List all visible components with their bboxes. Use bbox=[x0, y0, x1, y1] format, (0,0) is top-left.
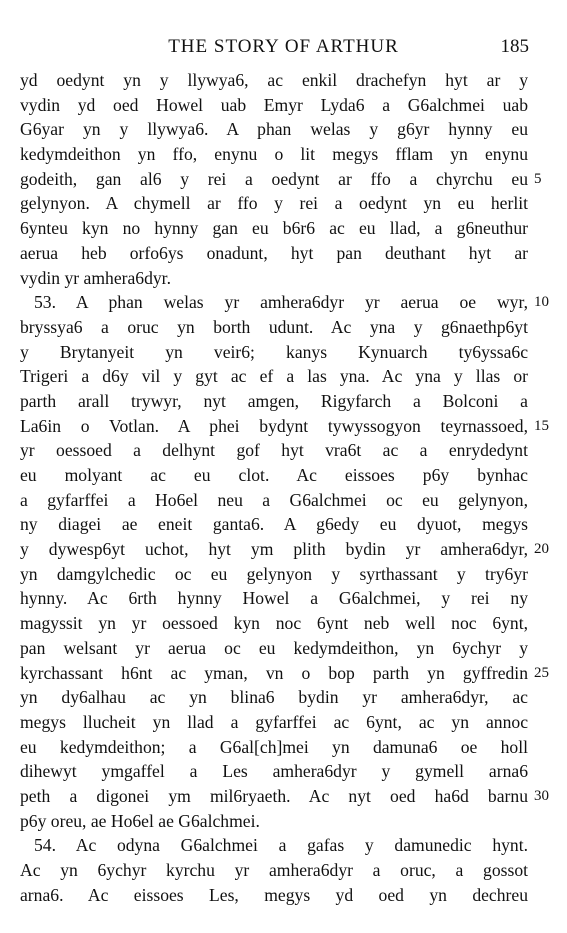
line-text: aerua heb orfo6ys onadunt, hyt pan deuthant hyt ar bbox=[20, 242, 528, 263]
text-line bbox=[20, 809, 528, 834]
line-text: p6y oreu, ae Ho6el ae G6alchmei. bbox=[20, 810, 260, 831]
text-line bbox=[20, 315, 528, 340]
page-header bbox=[0, 36, 567, 60]
text-line bbox=[20, 512, 528, 537]
line-text: 53. A phan welas yr amhera6dyr yr aerua oe wyr, bbox=[34, 292, 528, 313]
line-text: vydin yd oed Howel uab Emyr Lyda6 a G6alchmei uab bbox=[20, 94, 528, 115]
text-line bbox=[20, 93, 528, 118]
text-line bbox=[20, 858, 528, 883]
text-line bbox=[20, 710, 528, 735]
line-text: dihewyt ymgaffel a Les amhera6dyr y gymell arna6 bbox=[20, 761, 528, 782]
line-text: Trigeri a d6y vil y gyt ac ef a las yna. Ac yna y llas or bbox=[20, 366, 528, 387]
text-line bbox=[20, 68, 528, 93]
page-number: 185 bbox=[500, 36, 529, 57]
text-line bbox=[20, 290, 549, 315]
text-line bbox=[20, 340, 528, 365]
line-text: y Brytanyeit yn veir6; kanys Kynuarch ty6yssa6c bbox=[20, 341, 528, 362]
line-text: yn damgylchedic oc eu gelynyon y syrthassant y try6yr bbox=[20, 563, 528, 584]
line-number: 25 bbox=[534, 664, 549, 681]
line-text: pan welsant yr aerua oc eu kedymdeithon, yn 6ychyr y bbox=[20, 637, 528, 658]
line-text: arna6. Ac eissoes Les, megys yd oed yn dechreu bbox=[20, 884, 528, 905]
line-text: La6in o Votlan. A phei bydynt tywyssogyon teyrnassoed, bbox=[20, 415, 528, 436]
line-text: a gyfarffei a Ho6el neu a G6alchmei oc eu gelynyon, bbox=[20, 489, 528, 510]
line-text: gelynyon. A chymell ar ffo y rei a oedynt yn eu herlit bbox=[20, 193, 528, 214]
line-text: yn dy6alhau ac yn blina6 bydin yr amhera6dyr, ac bbox=[20, 687, 528, 708]
text-line bbox=[20, 167, 542, 192]
text-line bbox=[20, 562, 528, 587]
line-text: megys llucheit yn llad a gyfarffei ac 6ynt, ac yn annoc bbox=[20, 711, 528, 732]
line-number: 15 bbox=[534, 417, 549, 434]
text-line bbox=[20, 266, 528, 291]
text-line bbox=[20, 833, 528, 858]
line-text: eu kedymdeithon; a G6al[ch]mei yn damuna6 oe holl bbox=[20, 736, 528, 757]
text-line bbox=[20, 191, 528, 216]
text-line bbox=[20, 685, 528, 710]
text-line bbox=[20, 364, 528, 389]
text-line bbox=[20, 216, 528, 241]
text-line bbox=[20, 611, 528, 636]
text-line bbox=[20, 117, 528, 142]
line-text: y dywesp6yt uchot, hyt ym plith bydin yr amhera6dyr, bbox=[20, 539, 528, 560]
line-text: kedymdeithon yn ffo, enynu o lit megys fflam yn enynu bbox=[20, 144, 528, 165]
text-line bbox=[20, 488, 528, 513]
line-text: godeith, gan al6 y rei a oedynt ar ffo a chyrchu eu bbox=[20, 168, 528, 189]
text-line bbox=[20, 389, 528, 414]
line-text: eu molyant ac eu clot. Ac eissoes p6y bynhac bbox=[20, 465, 528, 485]
text-line bbox=[20, 142, 528, 167]
line-text: Ac yn 6ychyr kyrchu yr amhera6dyr a oruc, a gossot bbox=[20, 860, 528, 880]
text-line bbox=[20, 414, 549, 439]
running-title: THE STORY OF ARTHUR bbox=[168, 36, 399, 57]
line-number: 30 bbox=[534, 787, 549, 804]
line-text: 6ynteu kyn no hynny gan eu b6r6 ac eu llad, a g6neuthur bbox=[20, 218, 528, 239]
line-text: hynny. Ac 6rth hynny Howel a G6alchmei, y rei ny bbox=[20, 588, 528, 609]
text-line bbox=[20, 438, 528, 463]
line-number: 5 bbox=[534, 170, 542, 187]
line-text: G6yar yn y llywya6. A phan welas y g6yr hynny eu bbox=[20, 119, 528, 140]
line-text: peth a digonei ym mil6ryaeth. Ac nyt oed ha6d barnu bbox=[20, 785, 528, 806]
text-line bbox=[20, 537, 549, 562]
line-number: 20 bbox=[534, 541, 549, 558]
text-line bbox=[20, 784, 549, 809]
line-text: 54. Ac odyna G6alchmei a gafas y damunedic hynt. bbox=[34, 835, 528, 856]
text-line bbox=[20, 241, 528, 266]
line-text: ny diagei ae eneit ganta6. A g6edy eu dyuot, megys bbox=[20, 514, 528, 535]
line-text: kyrchassant h6nt ac yman, vn o bop parth yn gyffredin bbox=[20, 662, 528, 683]
text-line bbox=[20, 661, 549, 686]
line-text: bryssya6 a oruc yn borth udunt. Ac yna y g6naethp6yt bbox=[20, 316, 528, 337]
text-line bbox=[20, 759, 528, 784]
text-line bbox=[20, 735, 528, 760]
text-line bbox=[20, 586, 528, 611]
text-line bbox=[20, 883, 528, 908]
line-text: magyssit yn yr oessoed kyn noc 6ynt neb well noc 6ynt, bbox=[20, 613, 528, 634]
line-text: yr oessoed a delhynt gof hyt vra6t ac a enrydedynt bbox=[20, 440, 528, 461]
body-text bbox=[20, 68, 549, 907]
line-text: yd oedynt yn y llywya6, ac enkil drachefyn hyt ar y bbox=[20, 70, 528, 90]
text-line bbox=[20, 636, 528, 661]
line-text: vydin yr amhera6dyr. bbox=[20, 267, 171, 288]
line-number: 10 bbox=[534, 294, 549, 311]
line-text: parth arall trywyr, nyt amgen, Rigyfarch a Bolconi a bbox=[20, 390, 528, 411]
text-line bbox=[20, 463, 528, 488]
